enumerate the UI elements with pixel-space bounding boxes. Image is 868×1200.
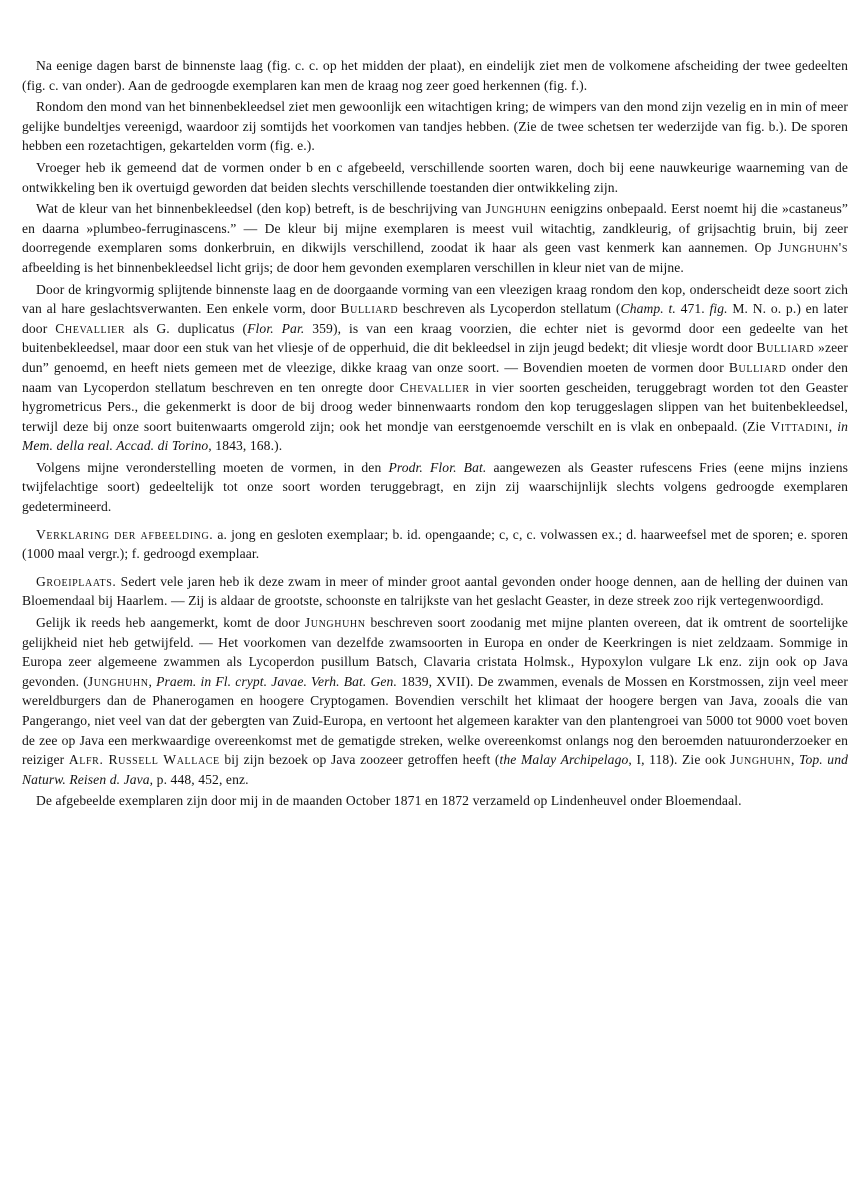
text-run: Flor. Par.	[247, 320, 305, 336]
paragraph-8	[22, 572, 848, 611]
text-run: Na eenige dagen barst de binnenste laag (fig. c. c. op het midden der plaat), en eindelijk ziet men de volkomene afscheiding der twee gedeelten (fig. c. van onder). Aan de gedroogde exemplaren kan men de kraag nog zeer goed herkennen (fig. f.).	[22, 58, 848, 93]
text-run: ,	[828, 418, 838, 434]
text-run: Sedert vele jaren heb ik deze zwam in meer of minder groot aantal gevonden onder hooge dennen, aan de helling der duinen van Bloemendaal bij Haarlem. — Zij is aldaar de grootste, schoonste en talrijkste van het geslacht Geaster, in deze streek zoo rijk vertegenwoordigd.	[22, 573, 848, 609]
text-run: fig.	[709, 301, 728, 317]
text-run: Groeiplaats.	[36, 573, 117, 589]
text-run: Vittadini	[770, 418, 829, 434]
text-run: Vroeger heb ik gemeend dat de vormen onder b en c afgebeeld, verschillende soorten waren, doch bij eene nauwkeurige waarneming van de ontwikkeling ben ik overtuigd geworden dat beiden slechts verschillende toestanden dier ontwikkeling zijn.	[22, 159, 848, 195]
text-run: 1839, XVII). De zwammen, evenals de Mossen en Korstmossen, zijn veel meer wereldburgers dan de Phanerogamen en hoogere Cryptogamen. Bovendien verschilt het klimaat der hoogere bergen van Java, zooals die van Pangerango, niet veel van dat der gebergten van Zuid-Europa, en vertoont het algemeen karakter van den plantengroei van 5000 tot 9000 voet boven de zee op Java een merkwaardige overeenkomst met de gematigde streken, welke overeenkomst onlangs nog den beroemden natuuronderzoeker en reiziger	[22, 673, 848, 768]
text-run: M. N. o. p.) en later door	[22, 301, 849, 336]
text-run: als G. duplicatus (	[125, 320, 248, 336]
paragraph-10	[22, 791, 848, 811]
text-run: Champ. t.	[620, 301, 676, 317]
text-run: eenigzins onbepaald. Eerst noemt hij die »castaneus” en daarna »plumbeo-ferruginascens.” — De kleur bij mijne exemplaren is meest vuil witachtig, zandkleurig, of grijsachtig bruin, bij zeer doorregende exemplaren soms donkerbruin, en dikwijls verschillend, zoodat ik haar als geen vast kenmerk kan aannemen. Op	[22, 201, 849, 256]
text-run: the Malay Archipelago	[499, 752, 629, 768]
text-run: 359), is van een kraag voorzien, die echter niet is gevormd door een gedeelte van het buitenbekleedsel, maar door een stuk van het vliesje of de opperhuid, die dit bekleedsel in zijn jeugd bedekt; dit vliesje wordt door	[22, 320, 848, 356]
text-run: Bulliard	[728, 359, 787, 375]
text-run: , I, 118). Zie ook	[628, 752, 731, 768]
text-run: De afgebeelde exemplaren zijn door mij in de maanden October 1871 en 1872 verzameld op Lindenheuvel onder Bloemendaal.	[36, 793, 742, 809]
text-run: Top. und Naturw. Reisen d. Java	[22, 752, 849, 787]
text-run: Door de kringvormig splijtende binnenste laag en de doorgaande vorming van een vleezigen kraag rondom den kop, onderscheidt deze soort zich van al hare geslachtsverwanten. Een enkele vorm, door	[22, 281, 848, 317]
paragraph-3	[22, 158, 848, 197]
paragraph-2	[22, 97, 848, 156]
text-run: bij zijn bezoek op Java zoozeer getroffen heeft (	[219, 752, 500, 768]
paragraph-7	[22, 525, 848, 564]
text-run: , p. 448, 452, enz.	[149, 771, 249, 787]
text-run: in vier soorten gescheiden, teruggebragt worden tot den Geaster hygrometricus Pers., die gekenmerkt is door de bij droog weder binnenwaarts rondom den kop teruggeslagen slippen van het buitenbekleedsel, terwijl deze bij onze soort buitenwaarts omgerold zijn; ook het mondje van eerstgenoemde verschilt en is vlak en onbepaald. (Zie	[22, 379, 848, 434]
paragraph-1	[22, 56, 848, 95]
text-run: Rondom den mond van het binnenbekleedsel ziet men gewoonlijk een witachtigen kring; de wimpers van den mond zijn vezelig en in min of meer gelijke bundeltjes vereenigd, waardoor zij somtijds het voorkomen van tandjes hebben. (Zie de twee schetsen ter wederzijde van fig. b.). De sporen hebben een rozetachtigen, gekartelden vorm (fig. e.).	[22, 99, 848, 154]
paragraph-9	[22, 613, 848, 789]
text-run: Junghuhn	[87, 673, 149, 689]
text-run: ,	[148, 673, 157, 689]
text-run: Prodr. Flor. Bat.	[388, 459, 487, 475]
text-run: afbeelding is het binnenbekleedsel licht grijs; de door hem gevonden exemplaren verschillen in kleur niet van de mijne.	[22, 259, 684, 275]
text-run: Chevallier	[399, 379, 470, 395]
text-run: Junghuhn	[485, 201, 547, 217]
text-run: Volgens mijne veronderstelling moeten de vormen, in den	[36, 459, 389, 475]
text-run: Chevallier	[55, 320, 126, 336]
document-page	[22, 56, 848, 813]
text-run: Wat de kleur van het binnenbekleedsel (den kop) betreft, is de beschrijving van	[36, 201, 486, 217]
text-run: Junghuhn's	[778, 240, 848, 256]
paragraph-6	[22, 458, 848, 517]
text-run: aangewezen als Geaster rufescens Fries (eene mijns inziens twijfelachtige soort) gedeeltelijk tot onze soort worden teruggebragt, en zijn zij waarschijnlijk slechts volgens gedroogde exemplaren gedetermineerd.	[22, 459, 848, 515]
text-run: »zeer dun” genoemd, en heeft niets gemeen met de vleezige, dikke kraag van onze soort. — Bovendien moeten de vormen door	[22, 340, 848, 375]
text-run: , 1843, 168.).	[208, 438, 283, 454]
text-run: Verklaring der afbeelding.	[36, 526, 214, 542]
text-run: Bulliard	[340, 301, 399, 317]
text-run: Bulliard	[756, 340, 815, 356]
text-run: Junghuhn	[304, 615, 366, 631]
text-run: in Mem. della real. Accad. di Torino	[22, 418, 848, 454]
text-run: 471.	[675, 301, 710, 317]
text-run: ,	[790, 752, 800, 768]
text-run: Gelijk ik reeds heb aangemerkt, komt de door	[36, 615, 305, 631]
text-run: beschreven als Lycoperdon stellatum (	[398, 301, 621, 317]
text-run: beschreven soort zoodanig met mijne planten overeen, dat ik omtrent de soortelijke gelijkheid niet heb getwijfeld. — Het voorkomen van dezelfde zwamsoorten in Europa en onder de Keerkringen is niet zeldzaam. Sommige in Europa zeer algemeene zwammen als Lycoperdon pusillum Batsch, Clavaria cristata Holmsk., Hypoxylon vulgare Lk enz. zijn ook op Java gevonden. (	[22, 615, 848, 689]
paragraph-5	[22, 280, 848, 456]
text-run: Junghuhn	[730, 752, 791, 768]
text-run: a. jong en gesloten exemplaar; b. id. opengaande; c, c, c. volwassen ex.; d. haarweefsel met de sporen; e. sporen (1000 maal vergr.); f. gedroogd exemplaar.	[22, 526, 848, 562]
text-run: Praem. in Fl. crypt. Javae. Verh. Bat. Gen.	[156, 673, 397, 689]
text-run: onder den naam van Lycoperdon stellatum beschreven en ten onregte door	[22, 359, 848, 395]
paragraph-4	[22, 199, 848, 277]
text-run: Alfr. Russell Wallace	[68, 752, 220, 768]
